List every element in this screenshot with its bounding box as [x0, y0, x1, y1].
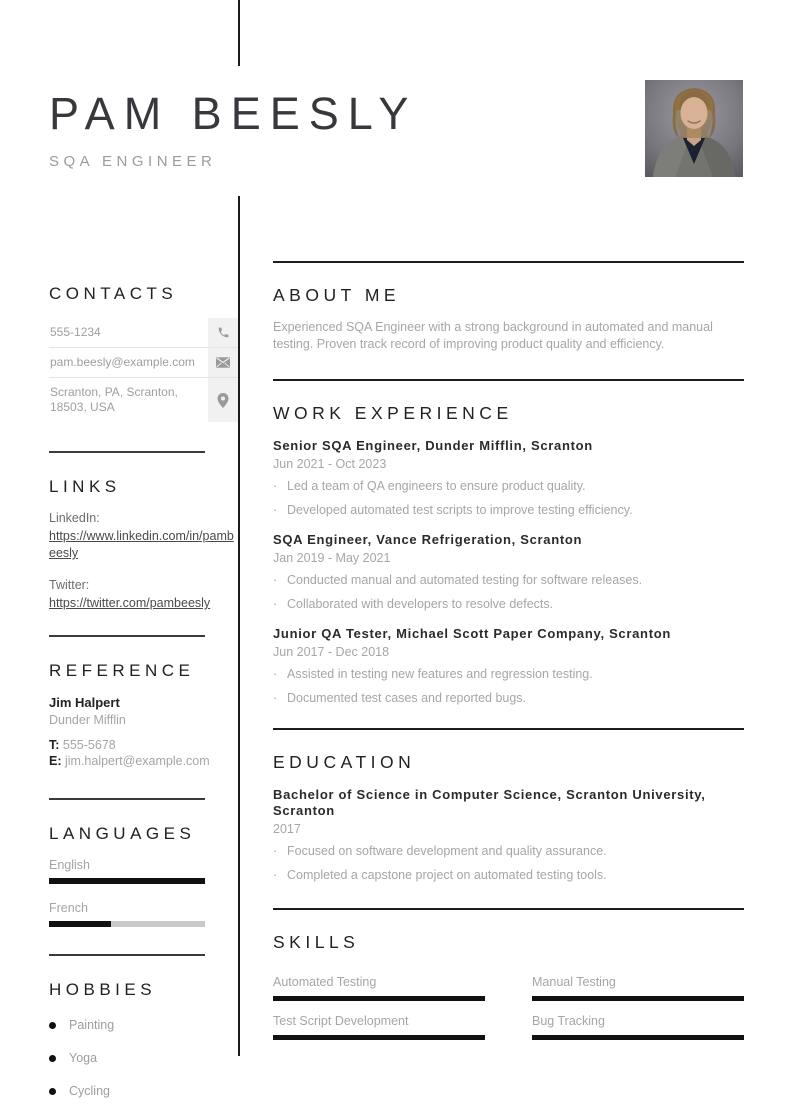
twitter-link[interactable]: https://twitter.com/pambeesly — [49, 596, 211, 610]
hobby-item — [49, 1051, 238, 1065]
job-entry — [273, 532, 744, 612]
job-title: Senior SQA Engineer, Dunder Mifflin, Scranton — [273, 438, 593, 453]
page-title: PAM BEESLY — [49, 88, 418, 139]
job-title-subtitle: SQA ENGINEER — [49, 153, 217, 170]
linkedin-link[interactable]: https://www.linkedin.com/in/pambeesly — [49, 529, 234, 560]
job-bullet — [273, 479, 744, 494]
reference-name: Jim Halpert — [49, 695, 120, 710]
hobby-label: Painting — [69, 1018, 115, 1032]
address-line-1: Scranton, PA, Scranton, — [50, 385, 178, 399]
reference-phone-label: T: — [49, 738, 60, 752]
skill-level-bar — [532, 996, 744, 1001]
job-bullets — [273, 479, 744, 518]
job-entry — [273, 438, 744, 518]
job-bullet — [273, 691, 744, 706]
skill-level-bar — [273, 996, 485, 1001]
job-bullets — [273, 573, 744, 612]
education-bullet — [273, 868, 744, 883]
skill-name: Automated Testing — [273, 975, 377, 989]
bullet-mark: · — [273, 573, 278, 587]
reference-heading: REFERENCE — [49, 661, 195, 680]
language-name: French — [49, 901, 88, 915]
twitter-link-group — [49, 578, 238, 612]
profile-photo — [645, 80, 743, 177]
bullet-mark: · — [273, 844, 278, 858]
location-pin-icon — [208, 378, 238, 422]
twitter-label: Twitter: — [49, 578, 90, 592]
job-bullet-text: Led a team of QA engineers to ensure product quality. — [287, 479, 586, 493]
links-heading: LINKS — [49, 477, 121, 496]
reference-email — [49, 753, 238, 769]
skill-item — [532, 975, 744, 1001]
job-title: SQA Engineer, Vance Refrigeration, Scranton — [273, 532, 583, 547]
contact-address-value — [49, 378, 208, 422]
portrait-illustration — [645, 80, 743, 177]
job-bullet-text: Developed automated test scripts to improve testing efficiency. — [287, 503, 633, 517]
contact-phone-value: 555-1234 — [50, 325, 101, 339]
address-line-2: 18503, USA — [50, 400, 115, 414]
linkedin-link-group — [49, 511, 238, 562]
job-bullet-text: Assisted in testing new features and regression testing. — [287, 667, 593, 681]
job-title: Junior QA Tester, Michael Scott Paper Company, Scranton — [273, 626, 672, 641]
bullet-mark: · — [273, 597, 278, 611]
skill-level-fill — [273, 1035, 485, 1040]
contact-phone-row — [49, 318, 238, 347]
skill-level-fill — [273, 996, 485, 1001]
job-dates: Jun 2017 - Dec 2018 — [273, 645, 390, 659]
bullet-dot-icon — [49, 1022, 56, 1029]
language-name: English — [49, 858, 90, 872]
education-bullet-text: Focused on software development and quality assurance. — [287, 844, 607, 858]
linkedin-label: LinkedIn: — [49, 511, 100, 525]
job-bullet-text: Documented test cases and reported bugs. — [287, 691, 527, 705]
bullet-mark: · — [273, 667, 278, 681]
reference-email-value: jim.halpert@example.com — [61, 754, 210, 768]
experience-heading: WORK EXPERIENCE — [273, 403, 513, 423]
reference-phone — [49, 737, 238, 753]
job-bullet-text: Collaborated with developers to resolve defects. — [287, 597, 554, 611]
section-divider — [273, 379, 744, 381]
education-bullet — [273, 844, 744, 859]
phone-icon — [208, 318, 238, 347]
bullet-mark: · — [273, 868, 278, 882]
envelope-icon — [208, 348, 238, 377]
column-divider-line — [238, 196, 240, 1056]
hobby-item — [49, 1084, 238, 1098]
skill-item — [532, 1014, 744, 1040]
skills-heading: SKILLS — [273, 932, 360, 952]
education-bullet-text: Completed a capstone project on automated testing tools. — [287, 868, 607, 882]
language-item — [49, 858, 238, 884]
skills-grid — [273, 975, 744, 1040]
contacts-list — [49, 318, 238, 422]
section-divider — [49, 798, 205, 800]
section-divider — [273, 728, 744, 730]
contact-email-row — [49, 347, 238, 377]
contacts-heading: CONTACTS — [49, 284, 178, 303]
about-text: Experienced SQA Engineer with a strong background in automated and manual testing. Proven track record of improving product quality and efficiency. — [273, 320, 713, 351]
hobby-item — [49, 1018, 238, 1032]
section-divider — [49, 954, 205, 956]
section-divider — [273, 908, 744, 910]
hobbies-heading: HOBBIES — [49, 980, 157, 999]
reference-email-label: E: — [49, 754, 62, 768]
bullet-dot-icon — [49, 1088, 56, 1095]
education-heading: EDUCATION — [273, 752, 416, 772]
job-bullet — [273, 667, 744, 682]
job-bullet-text: Conducted manual and automated testing for software releases. — [287, 573, 643, 587]
sidebar — [49, 284, 238, 1117]
bullet-mark: · — [273, 503, 278, 517]
job-bullets — [273, 667, 744, 706]
skill-item — [273, 1014, 485, 1040]
main-column — [273, 261, 744, 1040]
contact-email-value: pam.beesly@example.com — [50, 355, 195, 369]
header — [49, 88, 417, 170]
language-item — [49, 901, 238, 927]
about-heading: ABOUT ME — [273, 285, 401, 305]
reference-phone-value: 555-5678 — [59, 738, 116, 752]
bullet-mark: · — [273, 691, 278, 705]
bullet-dot-icon — [49, 1055, 56, 1062]
language-level-bar — [49, 878, 205, 884]
hobby-label: Cycling — [69, 1084, 110, 1098]
section-divider — [49, 451, 205, 453]
bullet-mark: · — [273, 479, 278, 493]
languages-heading: LANGUAGES — [49, 824, 196, 843]
skill-level-bar — [273, 1035, 485, 1040]
skill-name: Manual Testing — [532, 975, 616, 989]
top-divider-line — [238, 0, 240, 66]
education-degree: Bachelor of Science in Computer Science, Scranton University, Scranton — [273, 787, 706, 818]
skill-level-fill — [532, 1035, 744, 1040]
skill-level-bar — [532, 1035, 744, 1040]
hobby-label: Yoga — [69, 1051, 98, 1065]
job-entry — [273, 626, 744, 706]
reference-company: Dunder Mifflin — [49, 713, 126, 727]
job-bullet — [273, 573, 744, 588]
education-year: 2017 — [273, 822, 301, 836]
job-bullet — [273, 597, 744, 612]
language-level-fill — [49, 921, 111, 927]
section-divider — [273, 261, 744, 263]
job-dates: Jun 2021 - Oct 2023 — [273, 457, 387, 471]
skill-level-fill — [532, 996, 744, 1001]
language-level-bar — [49, 921, 205, 927]
skill-name: Test Script Development — [273, 1014, 409, 1028]
skill-item — [273, 975, 485, 1001]
contact-address-row — [49, 377, 238, 422]
job-dates: Jan 2019 - May 2021 — [273, 551, 391, 565]
language-level-fill — [49, 878, 205, 884]
skill-name: Bug Tracking — [532, 1014, 605, 1028]
section-divider — [49, 635, 205, 637]
education-bullets — [273, 844, 744, 883]
job-bullet — [273, 503, 744, 518]
education-entry — [273, 787, 744, 883]
